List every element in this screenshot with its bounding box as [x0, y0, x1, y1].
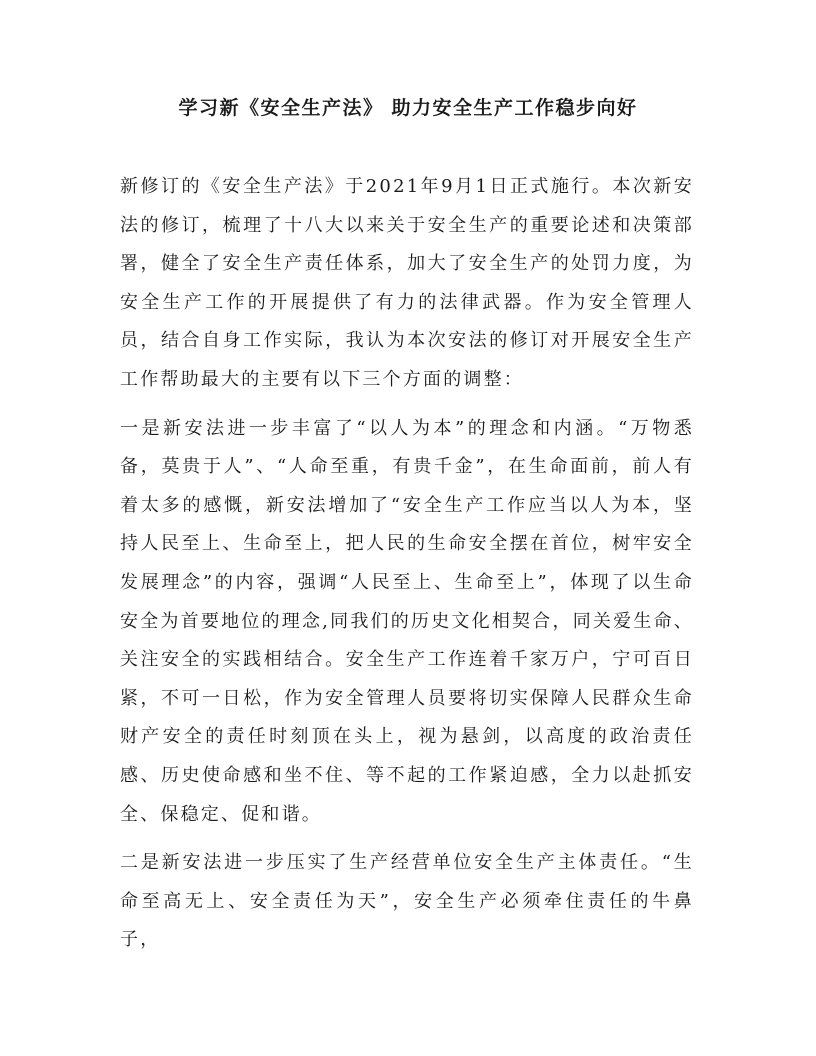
- paragraph-intro: 新修订的《安全生产法》于2021年9月1日正式施行。本次新安法的修订，梳理了十八大以来关于安全生产的重要论述和决策部署，健全了安全生产责任体系，加大了安全生产的处罚力度，为安全生产工作的开展提供了有力的法律武器。作为安全管理人员，结合自身工作实际，我认为本次安法的修订对开展安全生产工作帮助最大的主要有以下三个方面的调整：: [120, 176, 694, 390]
- paragraph-point-two: 二是新安法进一步压实了生产经营单位安全生产主体责任。“生命至高无上、安全责任为天”，安全生产必须牵住责任的牛鼻子，: [120, 852, 694, 951]
- paragraph-point-one: 一是新安法进一步丰富了“以人为本”的理念和内涵。“万物悉备，莫贵于人”、“人命至重，有贵千金”，在生命面前，前人有着太多的感慨，新安法增加了“安全生产工作应当以人为本，坚持人民至上、生命至上，把人民的生命安全摆在首位，树牢安全发展理念”的内容，强调“人民至上、生命至上”，体现了以生命安全为首要地位的理念,同我们的历史文化相契合，同关爱生命、关注安全的实践相结合。安全生产工作连着千家万户，宁可百日紧，不可一日松，作为安全管理人员要将切实保障人民群众生命财产安全的责任时刻顶在头上，视为悬剑，以高度的政治责任感、历史使命感和坐不住、等不起的工作紧迫感，全力以赴抓安全、保稳定、促和谐。: [120, 417, 694, 825]
- document-body: [120, 168, 694, 970]
- document-title: 学习新《安全生产法》 助力安全生产工作稳步向好: [178, 97, 638, 119]
